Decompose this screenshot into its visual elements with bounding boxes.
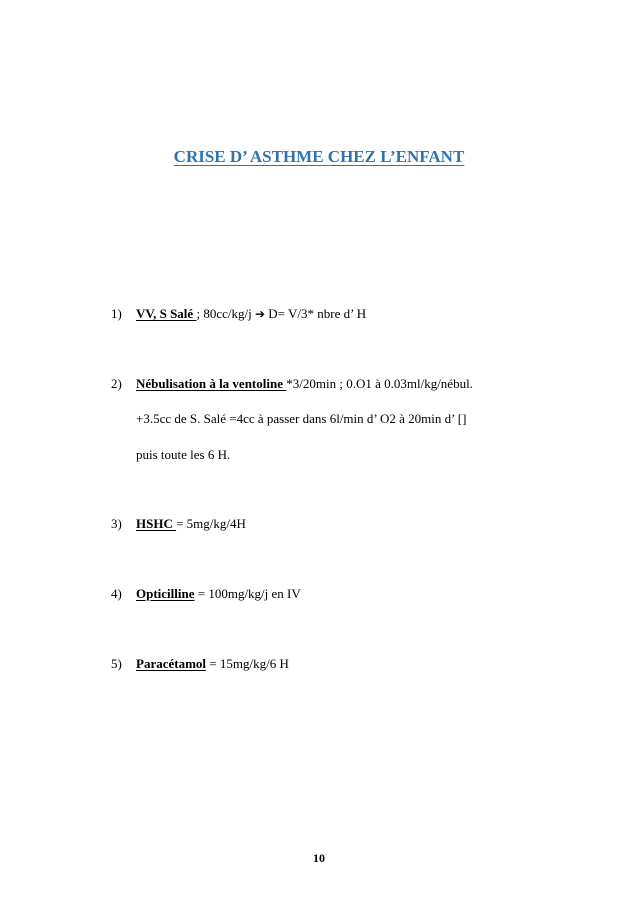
item-text: = 100mg/kg/j en IV [194,586,301,601]
arrow-right-icon: ➔ [254,307,266,321]
list-item-2 [111,375,611,393]
item-label: HSHC [136,516,177,531]
item-number: 3) [111,516,122,531]
item-label: VV, S Salé [136,306,197,321]
item-number: 2) [111,376,122,391]
list-item-5 [111,655,611,673]
item-label: Nébulisation à la ventoline [136,376,287,391]
item-text: ; 80cc/kg/j [196,306,255,321]
page-number: 10 [313,851,325,865]
list-item-2-continuation-1: +3.5cc de S. Salé =4cc à passer dans 6l/min d’ O2 à 20min d’ [] [136,411,467,426]
item-number: 1) [111,306,122,321]
item-number: 4) [111,586,122,601]
list-item-4 [111,585,611,603]
item-text: *3/20min ; 0.O1 à 0.03ml/kg/nébul. [286,376,473,391]
list-item-3 [111,515,611,533]
item-text-after-arrow: D= V/3* nbre d’ H [265,306,367,321]
item-label: Paracétamol [136,656,207,671]
document-title: CRISE D’ ASTHME CHEZ L’ENFANT [173,147,465,166]
item-label: Opticilline [136,586,195,601]
item-text: = 5mg/kg/4H [176,516,246,531]
item-number: 5) [111,656,122,671]
list-item-1 [111,305,611,323]
item-text: = 15mg/kg/6 H [206,656,289,671]
list-item-2-continuation-2: puis toute les 6 H. [136,447,231,462]
